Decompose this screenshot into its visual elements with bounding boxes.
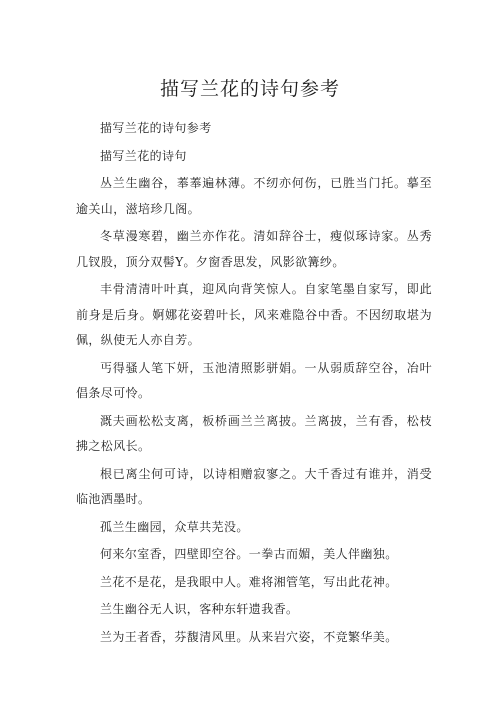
paragraph: 描写兰花的诗句	[100, 148, 187, 163]
paragraph: 何来尔室香，四壁即空谷。一拳古而媚，美人伴幽独。	[100, 547, 398, 561]
document-body	[76, 116, 432, 652]
paragraph: 溉夫画松松支离，板桥画兰兰离披。兰离披，兰有香，松枝拂之松风长。	[76, 413, 432, 453]
paragraph: 冬草漫寒碧，幽兰亦作花。清如辞谷士，瘦似琢诗家。丛秀几钗股，顶分双髻Y。夕窗香思发，风影欲篝纱。	[76, 229, 432, 269]
paragraph: 根已离尘何可诗，以诗相赠寂寥之。大千香过有谁并，消受临池洒墨时。	[76, 466, 432, 506]
document-title: 描写兰花的诗句参考	[159, 78, 340, 100]
paragraph: 兰为王者香，芬馥清风里。从来岩穴姿，不竞繁华美。	[100, 629, 398, 644]
paragraph: 孤兰生幽园，众草共芜没。	[100, 519, 249, 534]
paragraph: 描写兰花的诗句参考	[100, 121, 212, 135]
paragraph: 丐得骚人笔下妍，玉池清照影骈娟。一从弱质辞空谷，冶叶倡条尽可怜。	[76, 360, 432, 400]
paragraph: 兰生幽谷无人识，客种东轩遗我香。	[100, 602, 299, 616]
paragraph: 兰花不是花，是我眼中人。难将湘管笔，写出此花神。	[100, 574, 398, 589]
paragraph: 丛兰生幽谷，菶菶遍林薄。不纫亦何伤，已胜当门托。摹至逾关山，滋培珍几阁。	[76, 176, 432, 216]
paragraph: 丰骨清清叶叶真，迎风向背笑惊人。自家笔墨自家写，即此前身是后身。婀娜花姿碧叶长，风来难隐谷中香。不因纫取堪为佩，纵使无人亦自芳。	[76, 282, 432, 347]
